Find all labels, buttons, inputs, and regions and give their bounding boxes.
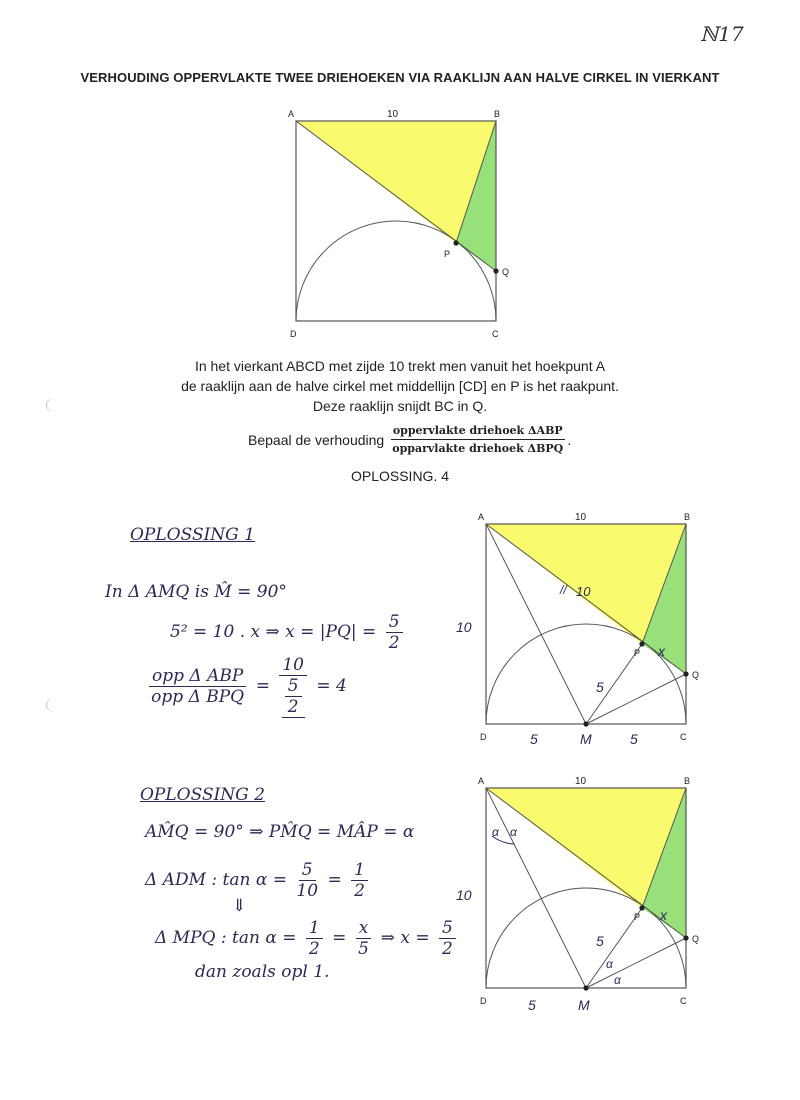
fraction-den: 2: [308, 939, 320, 959]
label-p: P: [444, 249, 451, 259]
label-dm: 5: [530, 731, 538, 747]
solution1-area-ratio: [149, 666, 246, 707]
label-d: D: [480, 996, 487, 1006]
ratio-suffix: .: [567, 431, 572, 448]
label-p: P: [634, 648, 641, 658]
fraction-num: 1: [306, 918, 323, 939]
ratio-question: [248, 424, 571, 455]
label-b: B: [494, 109, 501, 119]
page-number: ℕ17: [700, 22, 744, 46]
fraction-den: 2: [388, 633, 400, 653]
problem-statement: [0, 356, 800, 416]
problem-figure: [280, 105, 520, 345]
solution2-figure: [456, 772, 710, 1022]
label-ad: 10: [456, 619, 472, 635]
label-p: P: [634, 912, 641, 922]
label-mc: 5: [630, 731, 638, 747]
fraction-den: 2: [442, 939, 453, 959]
label-q: Q: [692, 670, 700, 680]
label-dm: 5: [528, 997, 536, 1013]
nested-fraction: [282, 676, 305, 718]
label-b: B: [684, 776, 691, 786]
solution1-line1: In Δ AMQ is M̂ = 90°: [105, 582, 287, 602]
label-side: 10: [575, 776, 587, 787]
fraction-num: 5: [285, 676, 302, 697]
point-q: [683, 671, 688, 676]
label-d: D: [290, 329, 297, 339]
label-q: Q: [502, 267, 510, 277]
label-side: 10: [387, 109, 399, 120]
fraction-den: 2: [287, 697, 299, 717]
fraction: [306, 918, 323, 959]
fraction: [439, 918, 456, 959]
label-b: B: [684, 512, 691, 522]
label-alpha: α: [614, 973, 621, 987]
fraction-num: opp Δ ABP: [149, 666, 246, 687]
label-a: A: [288, 109, 295, 119]
label-alpha: α: [606, 957, 613, 971]
ratio-numerator: oppervlakte driehoek ΔABP: [391, 424, 565, 440]
page-title: VERHOUDING OPPERVLAKTE TWEE DRIEHOEKEN VIA RAAKLIJN AAN HALVE CIRKEL IN VIERKANT: [80, 70, 720, 85]
equals-sign: =: [332, 928, 347, 948]
point-p: [453, 240, 458, 245]
fraction-den: 2: [354, 881, 365, 901]
problem-line: In het vierkant ABCD met zijde 10 trekt men vanuit het hoekpunt A: [194, 358, 606, 374]
fraction-num: x: [356, 918, 372, 939]
ratio-prefix: Bepaal de verhouding: [248, 431, 385, 448]
label-c: C: [680, 996, 687, 1006]
point-q: [493, 268, 498, 273]
point-p: [639, 905, 644, 910]
fraction-den: 10: [296, 881, 319, 901]
label-c: C: [492, 329, 499, 339]
label-alpha: α: [492, 825, 499, 839]
fraction-num: 5: [386, 612, 403, 633]
problem-line: de raaklijn aan de halve cirkel met middellijn [CD] en P is het raakpunt.: [181, 378, 619, 394]
label-a: A: [478, 776, 485, 786]
label-m: M: [578, 997, 590, 1013]
solution2-line1: AM̂Q = 90° ⇒ PM̂Q = MÂP = α: [145, 822, 415, 842]
solution2-line3: [155, 918, 460, 959]
solution-heading: OPLOSSING. 4: [350, 468, 450, 484]
fraction-num: 10: [279, 655, 307, 676]
solution2-line2-text: Δ ADM : tan α =: [145, 870, 287, 890]
label-m: M: [580, 731, 592, 747]
solution1-heading: OPLOSSING 1: [130, 525, 255, 545]
ratio-denominator: opparvlakte driehoek ΔBPQ: [392, 442, 564, 455]
label-x: x: [660, 907, 667, 923]
label-x: x: [658, 643, 665, 659]
solution1-line2-text: 5² = 10 . x ⇒ x = |PQ| =: [170, 622, 377, 642]
fraction-num: 5: [299, 860, 316, 881]
solution2-line4: dan zoals opl 1.: [195, 962, 330, 982]
punch-hole: [46, 698, 65, 712]
label-mp: 5: [596, 933, 604, 949]
solution2-line3-text: Δ MPQ : tan α =: [155, 928, 297, 948]
solution1-figure: [456, 508, 710, 758]
implies-text: ⇒ x =: [380, 928, 430, 948]
label-alpha: α: [510, 825, 517, 839]
solution1-line2: [170, 612, 407, 653]
label-d: D: [480, 732, 487, 742]
fraction-den: [282, 676, 305, 718]
fraction: [351, 860, 368, 901]
solution1-value: [279, 655, 307, 718]
fraction-den: 5: [358, 939, 369, 959]
problem-line: Deze raaklijn snijdt BC in Q.: [312, 398, 488, 414]
label-ap: 10: [576, 584, 591, 599]
equals-sign: =: [327, 870, 342, 890]
fraction: [356, 918, 372, 959]
point-m: [583, 721, 588, 726]
implication-arrow: ⇓: [232, 896, 247, 916]
tick-mark: //: [560, 583, 567, 597]
fraction: [296, 860, 318, 901]
label-side: 10: [575, 512, 587, 523]
solution2-line2: [145, 860, 372, 901]
fraction-den: opp Δ BPQ: [151, 687, 245, 707]
solution1-fraction: [386, 612, 403, 653]
label-a: A: [478, 512, 485, 522]
fraction-num: 5: [439, 918, 456, 939]
ratio-fraction: [390, 424, 565, 455]
solution1-line3: [145, 655, 347, 718]
solution2-heading: OPLOSSING 2: [140, 785, 265, 805]
solution1-result: = 4: [316, 676, 347, 696]
label-q: Q: [692, 934, 700, 944]
point-m: [583, 985, 588, 990]
label-mp: 5: [596, 679, 604, 695]
equals-sign: =: [255, 676, 270, 696]
punch-hole: [46, 398, 65, 412]
point-p: [639, 641, 644, 646]
point-q: [683, 935, 688, 940]
fraction-num: 1: [351, 860, 368, 881]
label-c: C: [680, 732, 687, 742]
label-ad: 10: [456, 887, 472, 903]
